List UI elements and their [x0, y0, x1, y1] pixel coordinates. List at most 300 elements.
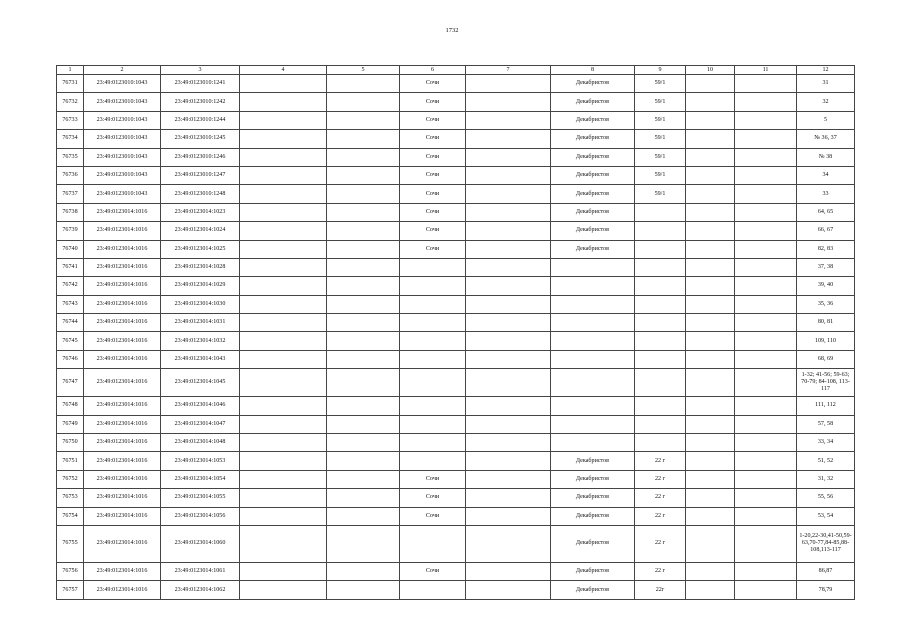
- street-cell: Декабристов: [551, 489, 635, 507]
- column-4-cell: [240, 93, 327, 111]
- column-10-cell: [686, 397, 735, 415]
- parent-cadastral-cell: 23:49:0123010:1043: [84, 75, 161, 93]
- column-5-cell: [327, 562, 400, 580]
- premises-cell: 55, 56: [797, 489, 855, 507]
- row-number-cell: 76757: [57, 581, 84, 599]
- city-cell: Сочи: [400, 148, 466, 166]
- column-7-cell: [466, 203, 551, 221]
- column-header: 4: [240, 66, 327, 75]
- street-cell: Декабристов: [551, 111, 635, 129]
- column-10-cell: [686, 75, 735, 93]
- column-11-cell: [735, 185, 797, 203]
- parent-cadastral-cell: 23:49:0123014:1016: [84, 258, 161, 276]
- column-10-cell: [686, 277, 735, 295]
- row-number-cell: 76753: [57, 489, 84, 507]
- column-5-cell: [327, 75, 400, 93]
- column-10-cell: [686, 258, 735, 276]
- column-10-cell: [686, 314, 735, 332]
- column-7-cell: [466, 369, 551, 397]
- house-cell: 59/1: [635, 111, 686, 129]
- city-cell: Сочи: [400, 470, 466, 488]
- column-5-cell: [327, 277, 400, 295]
- street-cell: Декабристов: [551, 166, 635, 184]
- column-7-cell: [466, 507, 551, 525]
- cadastral-number-cell: 23:49:0123014:1030: [161, 295, 240, 313]
- premises-cell: 34: [797, 166, 855, 184]
- row-number-cell: 76737: [57, 185, 84, 203]
- column-4-cell: [240, 369, 327, 397]
- column-5-cell: [327, 525, 400, 562]
- column-5-cell: [327, 470, 400, 488]
- city-cell: [400, 415, 466, 433]
- column-10-cell: [686, 130, 735, 148]
- column-7-cell: [466, 240, 551, 258]
- parent-cadastral-cell: 23:49:0123014:1016: [84, 295, 161, 313]
- column-10-cell: [686, 507, 735, 525]
- city-cell: [400, 581, 466, 599]
- column-header: 1: [57, 66, 84, 75]
- column-11-cell: [735, 470, 797, 488]
- column-header: 5: [327, 66, 400, 75]
- column-10-cell: [686, 93, 735, 111]
- column-11-cell: [735, 452, 797, 470]
- cadastral-number-cell: 23:49:0123014:1054: [161, 470, 240, 488]
- premises-cell: 31, 32: [797, 470, 855, 488]
- street-cell: [551, 434, 635, 452]
- column-4-cell: [240, 148, 327, 166]
- column-5-cell: [327, 148, 400, 166]
- column-7-cell: [466, 185, 551, 203]
- column-4-cell: [240, 507, 327, 525]
- house-cell: [635, 277, 686, 295]
- premises-cell: 86,87: [797, 562, 855, 580]
- parent-cadastral-cell: 23:49:0123014:1016: [84, 434, 161, 452]
- column-10-cell: [686, 295, 735, 313]
- house-cell: 22 г: [635, 562, 686, 580]
- street-cell: Декабристов: [551, 75, 635, 93]
- row-number-cell: 76744: [57, 314, 84, 332]
- column-10-cell: [686, 203, 735, 221]
- column-5-cell: [327, 507, 400, 525]
- column-11-cell: [735, 277, 797, 295]
- city-cell: [400, 434, 466, 452]
- street-cell: [551, 314, 635, 332]
- table-row: [57, 332, 855, 350]
- column-11-cell: [735, 93, 797, 111]
- column-11-cell: [735, 258, 797, 276]
- column-11-cell: [735, 434, 797, 452]
- street-cell: [551, 277, 635, 295]
- house-cell: [635, 240, 686, 258]
- parent-cadastral-cell: 23:49:0123014:1016: [84, 397, 161, 415]
- row-number-cell: 76748: [57, 397, 84, 415]
- table-row: [57, 397, 855, 415]
- column-10-cell: [686, 525, 735, 562]
- premises-cell: 109, 110: [797, 332, 855, 350]
- house-cell: 22г: [635, 581, 686, 599]
- column-10-cell: [686, 581, 735, 599]
- column-11-cell: [735, 240, 797, 258]
- parent-cadastral-cell: 23:49:0123010:1043: [84, 111, 161, 129]
- column-4-cell: [240, 277, 327, 295]
- row-number-cell: 76742: [57, 277, 84, 295]
- premises-cell: 35, 36: [797, 295, 855, 313]
- column-7-cell: [466, 258, 551, 276]
- house-cell: 22 г: [635, 489, 686, 507]
- street-cell: Декабристов: [551, 222, 635, 240]
- cadastral-number-cell: 23:49:0123010:1246: [161, 148, 240, 166]
- row-number-cell: 76752: [57, 470, 84, 488]
- column-7-cell: [466, 148, 551, 166]
- column-4-cell: [240, 222, 327, 240]
- column-7-cell: [466, 332, 551, 350]
- column-7-cell: [466, 452, 551, 470]
- column-11-cell: [735, 111, 797, 129]
- house-cell: [635, 332, 686, 350]
- column-7-cell: [466, 75, 551, 93]
- column-7-cell: [466, 434, 551, 452]
- parent-cadastral-cell: 23:49:0123014:1016: [84, 314, 161, 332]
- parent-cadastral-cell: 23:49:0123014:1016: [84, 581, 161, 599]
- column-5-cell: [327, 489, 400, 507]
- column-5-cell: [327, 452, 400, 470]
- column-11-cell: [735, 489, 797, 507]
- cadastral-number-cell: 23:49:0123010:1241: [161, 75, 240, 93]
- street-cell: Декабристов: [551, 581, 635, 599]
- street-cell: [551, 332, 635, 350]
- parent-cadastral-cell: 23:49:0123014:1016: [84, 415, 161, 433]
- column-5-cell: [327, 166, 400, 184]
- column-7-cell: [466, 489, 551, 507]
- street-cell: Декабристов: [551, 240, 635, 258]
- table-row: [57, 240, 855, 258]
- parent-cadastral-cell: 23:49:0123014:1016: [84, 222, 161, 240]
- city-cell: Сочи: [400, 93, 466, 111]
- premises-cell: № 36, 37: [797, 130, 855, 148]
- column-4-cell: [240, 295, 327, 313]
- street-cell: Декабристов: [551, 525, 635, 562]
- column-7-cell: [466, 470, 551, 488]
- column-4-cell: [240, 240, 327, 258]
- premises-cell: 32: [797, 93, 855, 111]
- city-cell: [400, 314, 466, 332]
- house-cell: 22 г: [635, 507, 686, 525]
- street-cell: [551, 369, 635, 397]
- city-cell: Сочи: [400, 240, 466, 258]
- row-number-cell: 76736: [57, 166, 84, 184]
- column-10-cell: [686, 350, 735, 368]
- cadastral-number-cell: 23:49:0123010:1242: [161, 93, 240, 111]
- table-row: [57, 350, 855, 368]
- column-11-cell: [735, 397, 797, 415]
- row-number-cell: 76735: [57, 148, 84, 166]
- premises-cell: 78,79: [797, 581, 855, 599]
- street-cell: Декабристов: [551, 185, 635, 203]
- premises-cell: 53, 54: [797, 507, 855, 525]
- column-11-cell: [735, 350, 797, 368]
- house-cell: 22 г: [635, 525, 686, 562]
- city-cell: Сочи: [400, 185, 466, 203]
- column-11-cell: [735, 507, 797, 525]
- row-number-cell: 76755: [57, 525, 84, 562]
- column-10-cell: [686, 562, 735, 580]
- city-cell: [400, 397, 466, 415]
- column-5-cell: [327, 185, 400, 203]
- street-cell: [551, 350, 635, 368]
- column-5-cell: [327, 434, 400, 452]
- column-10-cell: [686, 148, 735, 166]
- street-cell: Декабристов: [551, 148, 635, 166]
- column-4-cell: [240, 434, 327, 452]
- row-number-cell: 76731: [57, 75, 84, 93]
- house-cell: [635, 314, 686, 332]
- row-number-cell: 76756: [57, 562, 84, 580]
- city-cell: Сочи: [400, 507, 466, 525]
- premises-cell: 1-20,22-30,41-50,59-63,70-77,84-85,88-108,113-117: [797, 525, 855, 562]
- column-10-cell: [686, 185, 735, 203]
- cadastral-number-cell: 23:49:0123010:1247: [161, 166, 240, 184]
- street-cell: Декабристов: [551, 470, 635, 488]
- column-11-cell: [735, 369, 797, 397]
- house-cell: [635, 415, 686, 433]
- table-row: [57, 258, 855, 276]
- column-5-cell: [327, 332, 400, 350]
- column-4-cell: [240, 489, 327, 507]
- table-row: [57, 489, 855, 507]
- street-cell: [551, 415, 635, 433]
- column-4-cell: [240, 332, 327, 350]
- parent-cadastral-cell: 23:49:0123014:1016: [84, 489, 161, 507]
- parent-cadastral-cell: 23:49:0123014:1016: [84, 350, 161, 368]
- premises-cell: 33: [797, 185, 855, 203]
- column-header: 2: [84, 66, 161, 75]
- cadastral-number-cell: 23:49:0123010:1248: [161, 185, 240, 203]
- column-header: 12: [797, 66, 855, 75]
- house-cell: [635, 369, 686, 397]
- house-cell: [635, 434, 686, 452]
- house-cell: [635, 295, 686, 313]
- cadastral-number-cell: 23:49:0123014:1043: [161, 350, 240, 368]
- register-table-body: [57, 66, 855, 600]
- column-11-cell: [735, 525, 797, 562]
- column-7-cell: [466, 581, 551, 599]
- table-row: [57, 166, 855, 184]
- row-number-cell: 76750: [57, 434, 84, 452]
- column-5-cell: [327, 581, 400, 599]
- premises-cell: 66, 67: [797, 222, 855, 240]
- premises-cell: № 38: [797, 148, 855, 166]
- column-4-cell: [240, 130, 327, 148]
- column-11-cell: [735, 295, 797, 313]
- column-4-cell: [240, 525, 327, 562]
- premises-cell: 111, 112: [797, 397, 855, 415]
- column-10-cell: [686, 222, 735, 240]
- column-header: 3: [161, 66, 240, 75]
- column-5-cell: [327, 350, 400, 368]
- column-header: 7: [466, 66, 551, 75]
- premises-cell: 82, 83: [797, 240, 855, 258]
- column-4-cell: [240, 581, 327, 599]
- parent-cadastral-cell: 23:49:0123010:1043: [84, 166, 161, 184]
- cadastral-number-cell: 23:49:0123014:1048: [161, 434, 240, 452]
- cadastral-number-cell: 23:49:0123010:1244: [161, 111, 240, 129]
- column-11-cell: [735, 148, 797, 166]
- column-5-cell: [327, 295, 400, 313]
- table-row: [57, 111, 855, 129]
- table-row: [57, 562, 855, 580]
- column-7-cell: [466, 130, 551, 148]
- table-row: [57, 295, 855, 313]
- table-row: [57, 525, 855, 562]
- premises-cell: 51, 52: [797, 452, 855, 470]
- city-cell: [400, 258, 466, 276]
- premises-cell: 80, 81: [797, 314, 855, 332]
- table-row: [57, 507, 855, 525]
- cadastral-number-cell: 23:49:0123014:1045: [161, 369, 240, 397]
- column-7-cell: [466, 166, 551, 184]
- column-11-cell: [735, 130, 797, 148]
- parent-cadastral-cell: 23:49:0123014:1016: [84, 277, 161, 295]
- street-cell: Декабристов: [551, 203, 635, 221]
- house-cell: 59/1: [635, 75, 686, 93]
- cadastral-number-cell: 23:49:0123014:1062: [161, 581, 240, 599]
- city-cell: Сочи: [400, 222, 466, 240]
- city-cell: [400, 525, 466, 562]
- column-4-cell: [240, 203, 327, 221]
- cadastral-number-cell: 23:49:0123014:1032: [161, 332, 240, 350]
- table-row: [57, 415, 855, 433]
- column-header: 10: [686, 66, 735, 75]
- column-7-cell: [466, 222, 551, 240]
- row-number-cell: 76745: [57, 332, 84, 350]
- row-number-cell: 76733: [57, 111, 84, 129]
- cadastral-number-cell: 23:49:0123014:1047: [161, 415, 240, 433]
- house-cell: [635, 258, 686, 276]
- street-cell: Декабристов: [551, 562, 635, 580]
- house-cell: [635, 203, 686, 221]
- column-5-cell: [327, 314, 400, 332]
- column-7-cell: [466, 295, 551, 313]
- city-cell: Сочи: [400, 130, 466, 148]
- cadastral-number-cell: 23:49:0123014:1028: [161, 258, 240, 276]
- premises-cell: 68, 69: [797, 350, 855, 368]
- column-5-cell: [327, 222, 400, 240]
- parent-cadastral-cell: 23:49:0123010:1043: [84, 130, 161, 148]
- column-header: 8: [551, 66, 635, 75]
- column-10-cell: [686, 111, 735, 129]
- row-number-cell: 76734: [57, 130, 84, 148]
- column-10-cell: [686, 470, 735, 488]
- parent-cadastral-cell: 23:49:0123014:1016: [84, 240, 161, 258]
- column-4-cell: [240, 470, 327, 488]
- column-11-cell: [735, 314, 797, 332]
- row-number-cell: 76746: [57, 350, 84, 368]
- column-5-cell: [327, 130, 400, 148]
- column-4-cell: [240, 185, 327, 203]
- city-cell: [400, 332, 466, 350]
- column-7-cell: [466, 277, 551, 295]
- column-7-cell: [466, 562, 551, 580]
- cadastral-number-cell: 23:49:0123014:1031: [161, 314, 240, 332]
- column-7-cell: [466, 415, 551, 433]
- table-row: [57, 434, 855, 452]
- city-cell: [400, 295, 466, 313]
- row-number-cell: 76747: [57, 369, 84, 397]
- cadastral-number-cell: 23:49:0123014:1053: [161, 452, 240, 470]
- column-4-cell: [240, 166, 327, 184]
- column-5-cell: [327, 415, 400, 433]
- column-10-cell: [686, 332, 735, 350]
- city-cell: Сочи: [400, 75, 466, 93]
- house-cell: 59/1: [635, 93, 686, 111]
- premises-cell: 39, 40: [797, 277, 855, 295]
- column-10-cell: [686, 369, 735, 397]
- parent-cadastral-cell: 23:49:0123014:1016: [84, 369, 161, 397]
- column-7-cell: [466, 525, 551, 562]
- column-header: 9: [635, 66, 686, 75]
- table-row: [57, 470, 855, 488]
- row-number-cell: 76751: [57, 452, 84, 470]
- cadastral-number-cell: 23:49:0123014:1056: [161, 507, 240, 525]
- page-number: 1732: [445, 27, 459, 34]
- table-row: [57, 203, 855, 221]
- city-cell: [400, 277, 466, 295]
- register-table: [56, 65, 855, 600]
- table-row: [57, 277, 855, 295]
- header-row: [57, 66, 855, 75]
- city-cell: Сочи: [400, 111, 466, 129]
- column-11-cell: [735, 166, 797, 184]
- street-cell: Декабристов: [551, 130, 635, 148]
- column-5-cell: [327, 93, 400, 111]
- city-cell: [400, 452, 466, 470]
- cadastral-number-cell: 23:49:0123014:1029: [161, 277, 240, 295]
- column-4-cell: [240, 350, 327, 368]
- column-4-cell: [240, 562, 327, 580]
- table-row: [57, 452, 855, 470]
- table-row: [57, 581, 855, 599]
- parent-cadastral-cell: 23:49:0123014:1016: [84, 525, 161, 562]
- column-4-cell: [240, 397, 327, 415]
- column-5-cell: [327, 111, 400, 129]
- house-cell: 59/1: [635, 185, 686, 203]
- column-5-cell: [327, 258, 400, 276]
- column-10-cell: [686, 489, 735, 507]
- table-row: [57, 130, 855, 148]
- parent-cadastral-cell: 23:49:0123010:1043: [84, 93, 161, 111]
- column-5-cell: [327, 369, 400, 397]
- parent-cadastral-cell: 23:49:0123014:1016: [84, 452, 161, 470]
- table-row: [57, 93, 855, 111]
- column-4-cell: [240, 75, 327, 93]
- city-cell: Сочи: [400, 562, 466, 580]
- column-11-cell: [735, 415, 797, 433]
- column-header: 6: [400, 66, 466, 75]
- column-10-cell: [686, 434, 735, 452]
- city-cell: Сочи: [400, 166, 466, 184]
- cadastral-number-cell: 23:49:0123014:1024: [161, 222, 240, 240]
- city-cell: [400, 369, 466, 397]
- row-number-cell: 76749: [57, 415, 84, 433]
- house-cell: [635, 397, 686, 415]
- premises-cell: 37, 38: [797, 258, 855, 276]
- cadastral-number-cell: 23:49:0123014:1061: [161, 562, 240, 580]
- column-11-cell: [735, 332, 797, 350]
- cadastral-number-cell: 23:49:0123010:1245: [161, 130, 240, 148]
- column-10-cell: [686, 166, 735, 184]
- premises-cell: 33, 34: [797, 434, 855, 452]
- table-row: [57, 369, 855, 397]
